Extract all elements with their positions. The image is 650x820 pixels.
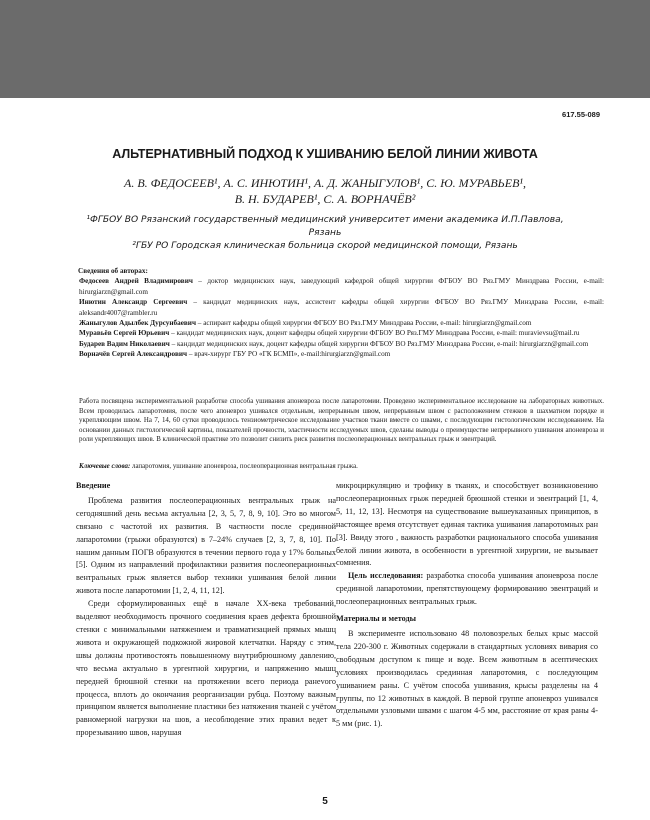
author-entry: Жаныгулов Адылбек Дурсунбаевич – аспирант кафедры общей хирургии ФГБОУ ВО Ряз.ГМУ Минздрава России, e-mail: hirurgiarzn@gmail.com — [79, 319, 532, 328]
continued-paragraph: микроциркуляцию и трофику в тканях, и способствует возникновению послеоперационных грыж передней брюшной стенки и эвентраций [1, 4, 5, 11, 12, 13]. Несмотря на существование вышеуказанных принципов, в настоящее время отсутствует единая тактика ушивания лапаротомных ран [3]. Ввиду этого , важность разработки рационального способа ушивания белой линии живота, в особенности в ургентной хирургии, не вызывает сомнения. — [336, 481, 598, 568]
aim-label: Цель исследования: — [348, 571, 424, 581]
authors-line-2: В. Н. БУДАРЕВ¹, С. А. ВОРНАЧЁВ² — [234, 192, 416, 206]
intro-paragraph-2: Среди сформулированных ещё в начале XX-века требований, выделяют необходимость прочного соединения краев дефекта брюшной стенки с минимальными натяжением и травматизацией прямых мышц живота и окружающей подкожной жировой клетчатки. Наряду с этим, швы должны противостоять повышенному внутрибрюшному давлению, что весьма актуально в ургентной хирургии, и напряжению мышц передней брюшной стенки на протяжении всего периода ранevого процесса, вплоть до окончания реорганизации рубца. Поэтому важным принципом является выполнение пластики без натяжения тканей с учётом равномерной нагрузки на шов, а несоблюдение этих правил ведет к прорезыванию швов, нарушая — [76, 599, 336, 738]
keywords — [79, 462, 604, 472]
affiliation-1a: ¹ФГБОУ ВО Рязанский государственный медицинский университет имени академика И.П.Павлова, — [86, 215, 564, 225]
udc-code: 617.55-089 — [562, 110, 600, 119]
authors-info-heading: Сведения об авторах: — [78, 267, 148, 275]
author-entry: Ворначёв Сергей Александрович – врач-хирург ГБУ РО «ГК БСМП», e-mail:hirurgiarzn@gmail.com — [79, 350, 391, 359]
authors-line-1: А. В. ФЕДОСЕЕВ¹, А. С. ИНЮТИН¹, А. Д. ЖАНЫГУЛОВ¹, С. Ю. МУРАВЬЕВ¹, — [123, 176, 527, 190]
author-entry: Бударев Вадим Николаевич – кандидат медицинских наук, доцент кафедры общей хирургии ФГБОУ ВО Ряз.ГМУ Минздрава России, e-mail: hirurgiarzn@gmail.com — [79, 339, 589, 348]
right-column — [336, 480, 598, 731]
article-title: АЛЬТЕРНАТИВНЫЙ ПОДХОД К УШИВАНИЮ БЕЛОЙ ЛИНИИ ЖИВОТА — [112, 147, 538, 161]
keywords-label: Ключевые слова: — [79, 463, 131, 470]
page-number: 5 — [322, 796, 328, 807]
affiliation-1b: Рязань — [308, 228, 342, 238]
authors-block — [0, 175, 650, 207]
abstract — [79, 397, 604, 445]
author-entry: Федосеев Андрей Владимирович – доктор медицинских наук, заведующий кафедрой общей хирургии ФГБОУ ВО Ряз.ГМУ Минздрава России, e-mail: hirurgiarzn@gmail.com — [79, 277, 604, 296]
aim-text: разработка способа ушивания апоневроза после срединной лапаротомии, препятствующему формированию эвентраций и послеоперационных вентральных грыж. — [336, 571, 599, 607]
intro-heading: Введение — [76, 481, 111, 490]
methods-paragraph-1: В эксперименте использовано 48 половозрелых белых крыс массой тела 220-300 г. Животных содержали в стандартных условиях вивария со свободным доступом к пище и воде. Всем животным в асептических условиях производилась срединная лапаротомия, с последующим ушиванием раны. С учётом способа ушивания, крысы разделены на 4 группы, по 12 животных в каждой. В первой группе апоневроз ушивался отдельными узловыми швами с шагом 4-5 мм, расстояние от края раны 4-5 мм (рис. 1). — [336, 628, 598, 729]
aim-paragraph — [336, 570, 598, 609]
author-entry: Муравьёв Сергей Юрьевич – кандидат медицинских наук, доцент кафедры общей хирургии ФГБОУ ВО Ряз.ГМУ Минздрава России, e-mail: muravievsu@mail.ru — [79, 329, 580, 338]
methods-heading: Материалы и методы — [336, 614, 417, 624]
keywords-text: лапаротомия, ушивание апоневроза, послеоперационная вентральная грыжа. — [130, 463, 358, 470]
left-column — [76, 480, 336, 740]
author-entry: Инютин Александр Сергеевич – кандидат медицинских наук, ассистент кафедры общей хирургии ФГБОУ ВО Ряз.ГМУ Минздрава России, e-mail: aleksandr4007@rambler.ru — [79, 298, 604, 317]
header-band — [0, 0, 650, 98]
affiliations — [0, 214, 650, 253]
abstract-text: Работа посвящена экспериментальной разработке способа ушивания апоневроза после лапаротомии. Проведено экспериментальное исследование на лабораторных животных. Всем проводилась лапаротомия, после чего апоневроз ушивался отдельным, непрерывным швом, непрерывным швом с расположением стежков в шахматном порядке и укрепляющим швом. На 7, 14, 60 сутки проводилось тензиометрическое исследование участков ткани вместе со швами, с последующим гистологическим исследованием. На основании данных гистологической картины, показателей прочности, эластичности исследуемых швов, сделаны выводы о преимуществе непрерывного ушивания апоневроза и роли укрепляющих швов. В клинической практике это позволит снизить риск развития послеоперационных вентральных грыж и эвентраций. — [79, 398, 604, 443]
authors-info — [79, 266, 604, 360]
affiliation-2: ²ГБУ РО Городская клиническая больница скорой медицинской помощи, Рязань — [132, 241, 518, 251]
intro-paragraph-1: Проблема развития послеоперационных вентральных грыж на сегодняшний день весьма актуальна [2, 3, 5, 7, 8, 9, 10]. Это во многом связано с частотой их развития. В частности после срединной лапаротомии (грыжи образуются) в 7–24% случаев [2, 3, 7, 8, 10]. По нашим данным ПОГВ образуются в течении первого года у 17% больных [5]. Одним из направлений профилактики развития послеоперационных вентральных грыж является выбор техники ушивания белой линии живота после лапаротомии [1, 2, 4, 11, 12]. — [76, 495, 336, 596]
